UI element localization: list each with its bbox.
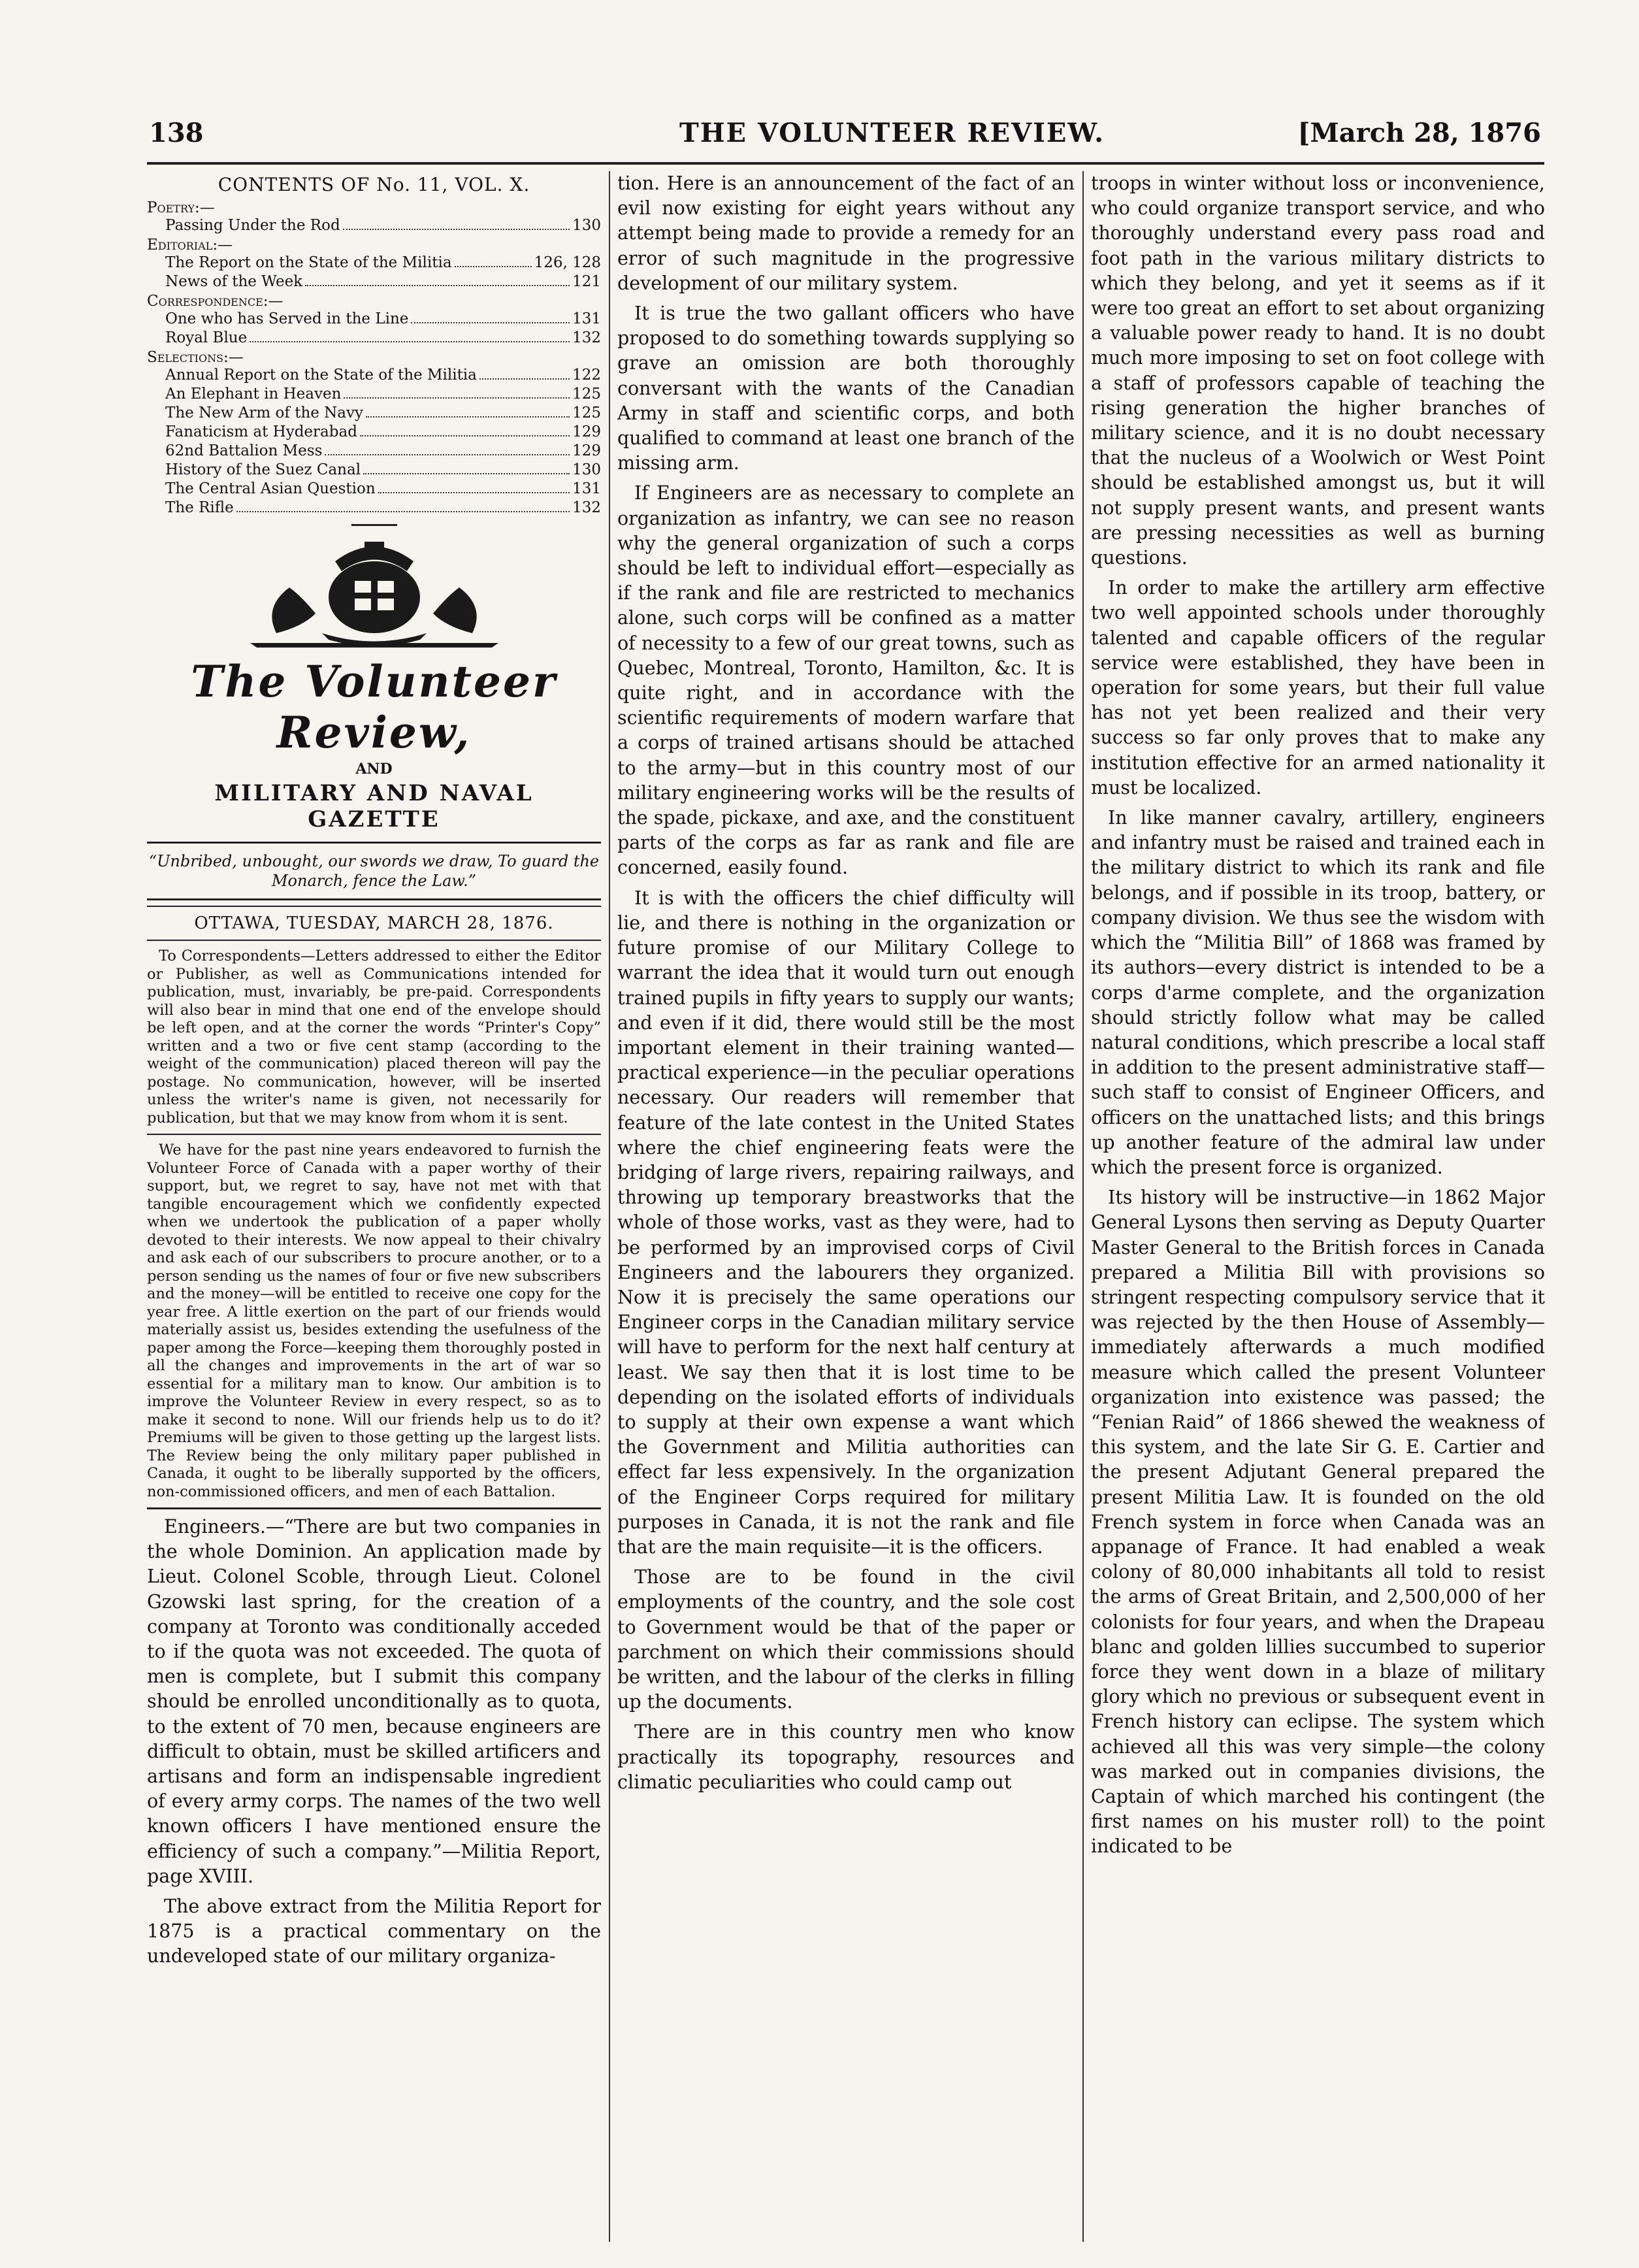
coat-of-arms-icon: [237, 535, 511, 649]
contents-leader-dots: [455, 254, 532, 267]
contents-entry-title: The Central Asian Question: [165, 480, 376, 497]
contents-entry: [147, 272, 601, 291]
contents-leader-dots: [325, 442, 570, 455]
contents-entry-page: 129: [572, 423, 601, 440]
contents-entry-title: News of the Week: [165, 273, 303, 290]
contents-leader-dots: [479, 366, 570, 380]
running-title: THE VOLUNTEER REVIEW.: [679, 118, 1105, 148]
rule: [147, 906, 601, 907]
contents-entry-page: 131: [572, 310, 601, 327]
contents-section-heading: Poetry:—: [147, 199, 215, 216]
contents-end-rule: [351, 524, 397, 526]
article-paragraph: Those are to be found in the civil employments of the country, and the sole cost to Government would be that of the paper or parchment on which their commissions should be written, and the labour of the clerks in filling up the documents.: [617, 1566, 1075, 1713]
contents-entry-page: 130: [572, 217, 601, 234]
contents-entry-page: 132: [572, 329, 601, 346]
contents-entry-page: 131: [572, 480, 601, 497]
rule: [147, 1134, 601, 1135]
masthead: [147, 535, 601, 832]
contents-entry: [147, 404, 601, 423]
contents-entry: [147, 423, 601, 442]
rule: [147, 940, 601, 941]
article-paragraph: There are in this country men who know practically its topography, resources and climatic peculiarities who could camp out: [617, 1721, 1075, 1793]
contents-leader-dots: [250, 329, 570, 342]
notice-subscribers: We have for the past nine years endeavored to furnish the Volunteer Force of Canada with a paper worthy of their support, but, we regret to say, have not met with that tangible encouragement which we confidently expected when we undertook the publication of a paper wholly devoted to their interests. We now appeal to their chivalry and ask each of our subscribers to procure another, or to a person sending us the names of four or five new subscribers and the money—will be entitled to receive one copy for the year free. A little exertion on the part of our friends would materially assist us, besides extending the usefulness of the paper among the Force—keeping them thoroughly posted in all the changes and improvements in the art of war so essential for a military man to know. Our ambition is to improve the Volunteer Review in every respect, so as to make it second to none. Will our friends help us to do it? Premiums will be given to those getting up the largest lists. The Review being the only military paper published in Canada, it ought to be liberally supported by the officers, non-commissioned officers, and men of each Battalion.: [147, 1142, 601, 1500]
notice-correspondents: To Correspondents—Letters addressed to either the Editor or Publisher, as well as Communications intended for publication, must, invariably, be pre-paid. Correspondents will also bear in mind that one end of the envelope should be left open, and at the corner the words “Printer's Copy” written and a two or five cent stamp (according to the weight of the communication) placed thereon will pay the postage. No communication, however, will be inserted unless the writer's name is given, not necessarily for publication, but that we may know from whom it is sent.: [147, 947, 601, 1126]
contents-entry-page: 130: [572, 461, 601, 478]
contents-leader-dots: [236, 499, 570, 512]
page-number: 138: [149, 118, 204, 148]
contents-entry-title: One who has Served in the Line: [165, 310, 409, 327]
article-paragraph: It is with the officers the chief difficulty will lie, and there is nothing in the organization or future promise of our Military College to warrant the idea that it would turn out enough trained pupils in fifty years to supply our wants; and even if it did, there would still be the most important element in their training wanted—practical experience—in the peculiar operations necessary. Our readers will remember that feature of the late contest in the United States where the chief engineering feats were the bridging of large rivers, repairing railways, and throwing up temporary breastworks that the whole of those works, vast as they were, had to be performed by an improvised corps of Civil Engineers and the labourers they organized. Now it is precisely the same operations our Engineer corps in the Canadian military service will have to perform for the next half century at least. We say then that it is lost time to be depending on the isolated efforts of individuals to supply at their own expense a want which the Government and Militia authorities can effect far less expensively. In the organization of the Engineer Corps required for military purposes in Canada, it is not the rank and file that are the main requisite—it is the officers.: [617, 887, 1075, 1558]
column-3: [1091, 171, 1545, 2242]
page-header: [0, 0, 1639, 163]
contents-heading: CONTENTS OF No. 11, VOL. X.: [218, 174, 530, 195]
dateline: OTTAWA, TUESDAY, MARCH 28, 1876.: [194, 913, 554, 933]
contents-leader-dots: [344, 385, 570, 399]
contents-leader-dots: [343, 216, 570, 230]
contents-leader-dots: [378, 480, 570, 493]
article-paragraph: The above extract from the Militia Report for 1875 is a practical commentary on the undeveloped state of our military organiza-: [147, 1896, 601, 1967]
contents-entry: [147, 385, 601, 404]
contents-entry: [147, 329, 601, 348]
article-paragraph: It is true the two gallant officers who have proposed to do something towards supplying so grave an omission are both thoroughly conversant with the wants of the Canadian Army in staff and scientific corps, and both qualified to command at least one branch of the missing arm.: [617, 303, 1075, 474]
column-divider: [1082, 171, 1084, 2242]
contents-entry: [147, 442, 601, 461]
contents-entry-title: The Rifle: [165, 499, 234, 516]
contents-section-heading: Selections:—: [147, 349, 244, 366]
contents-entry: [147, 366, 601, 385]
contents-list: [147, 199, 601, 518]
column-1: [147, 171, 601, 2242]
contents-entry-page: 122: [572, 367, 601, 384]
contents-entry-title: Passing Under the Rod: [165, 217, 340, 234]
contents-entry: [147, 499, 601, 518]
column-divider: [609, 171, 610, 2242]
rule: [147, 842, 601, 844]
contents-entry-title: The New Arm of the Navy: [165, 404, 364, 421]
contents-entry-title: The Report on the State of the Militia: [165, 254, 452, 271]
contents-entry-page: 126, 128: [534, 254, 601, 271]
contents-entry-title: Annual Report on the State of the Militia: [165, 367, 477, 384]
contents-entry-page: 129: [572, 442, 601, 459]
contents-entry-title: History of the Suez Canal: [165, 461, 361, 478]
article-paragraph: If Engineers are as necessary to complete an organization as infantry, we can see no reason why the general organization of such a corps should be left to individual effort—especially as if the rank and file are restricted to mechanics alone, such corps will be confined as a matter of necessity to a few of our great towns, such as Quebec, Montreal, Toronto, Hamilton, &c. It is quite right, and in accordance with the scientific requirements of modern warfare that a corps of trained artisans should be attached to the army—but in this country most of our military engineering works will be the results of the spade, pickaxe, and axe, and the constituent parts of the corps as far as rank and file are concerned, easily found.: [617, 482, 1075, 879]
running-date: [March 28, 1876: [1297, 118, 1541, 148]
contents-entry-title: An Elephant in Heaven: [165, 386, 342, 403]
contents-leader-dots: [305, 272, 570, 286]
article-paragraph: In order to make the artillery arm effective two well appointed schools under thoroughly talented and capable officers of the regular service were established, they have been in operation for some years, but their full value has not yet been realized and their very success so far only proves that to make any institution effective for an armed nationality it must be localized.: [1091, 577, 1545, 798]
column-2: [617, 171, 1075, 2242]
contents-section-heading: Correspondence:—: [147, 293, 284, 310]
contents-entry: [147, 216, 601, 235]
masthead-subtitle: MILITARY AND NAVAL GAZETTE: [214, 780, 534, 832]
masthead-motto: “Unbribed, unbought, our swords we draw, To guard the Monarch, fence the Law.”: [148, 852, 600, 890]
contents-entry-page: 132: [572, 499, 601, 516]
contents-entry-title: Fanaticism at Hyderabad: [165, 423, 357, 440]
contents-leader-dots: [411, 310, 570, 323]
contents-entry-title: Royal Blue: [165, 329, 248, 346]
contents-entry: [147, 254, 601, 272]
article-paragraph: tion. Here is an announcement of the fact of an evil now existing for eight years without any attempt being made to provide a remedy for an error of such magnitude in the progressive development of our military system.: [617, 173, 1075, 294]
contents-leader-dots: [363, 461, 570, 474]
rule: [147, 1507, 601, 1509]
contents-entry: [147, 310, 601, 329]
article-paragraph: Engineers.—“There are but two companies in the whole Dominion. An application made by Lieut. Colonel Scoble, through Lieut. Colonel Gzowski last spring, for the creation of a company at Toronto was conditionally acceded to if the quota was not exceeded. The quota of men is complete, but I submit this company should be enrolled unconditionally as to quota, to the extent of 70 men, because engineers are difficult to obtain, must be skilled artificers and artisans and form an indispensable ingredient of every army corps. The names of the two well known officers I have mentioned ensure the efficiency of such a company.”—Militia Report, page XVIII.: [147, 1516, 601, 1887]
contents-section-heading: Editorial:—: [147, 237, 233, 254]
contents-entry-page: 121: [572, 273, 601, 290]
contents-leader-dots: [366, 404, 570, 418]
contents-entry: [147, 480, 601, 499]
masthead-title: The Volunteer Review,: [191, 656, 557, 758]
contents-entry-title: 62nd Battalion Mess: [165, 442, 323, 459]
masthead-and: AND: [355, 761, 393, 778]
rule: [147, 898, 601, 900]
contents-entry: [147, 461, 601, 480]
contents-entry-page: 125: [572, 386, 601, 403]
article-paragraph: In like manner cavalry, artillery, engineers and infantry must be raised and trained each in the military district to which its rank and file belongs, and if possible in its troop, battery, or company division. We thus see the wisdom with which the “Militia Bill” of 1868 was framed by its authors—every district is intended to be a corps d'arme complete, and the organization should strictly follow what may be called natural conditions, which prescribe a local staff in addition to the present administrative staff—such staff to consist of Engineer Officers, and officers on the unattached lists; and this brings up another feature of the admiral law under which the present force is organized.: [1091, 807, 1545, 1178]
article-paragraph: Its history will be instructive—in 1862 Major General Lysons then serving as Deputy Quarter Master General to the British forces in Canada prepared a Militia Bill with provisions so stringent respecting compulsory service that it was rejected by the then House of Assembly—immediately afterwards a much modified measure which called the present Volunteer organization into existence was passed; the “Fenian Raid” of 1866 shewed the weakness of this system, and the late Sir G. E. Cartier and the present Adjutant General prepared the present Militia Law. It is founded on the old French system in force when Canada was an appanage of France. It had enabled a weak colony of 80,000 inhabitants all told to resist the arms of Great Britain, and 2,500,000 of her colonists for four years, and when the Drapeau blanc and golden lillies succumbed to superior force they went down in a blaze of military glory which no previous or subsequent event in French history can eclipse. The system which achieved all this was very simple—the colony was marked out in companies divisions, the Captain of which marched his contingent (the first names on his muster roll) to the point indicated to be: [1091, 1187, 1545, 1858]
article-paragraph: troops in winter without loss or inconvenience, who could organize transport service, and who thoroughly understand every pass road and foot path in the various military districts to which they belong, and yet it seems as if it were too great an effort to set about organizing a valuable power ready to hand. It is no doubt much more imposing to set on foot college with a staff of professors capable of teaching the rising generation the higher branches of military science, and it is no doubt necessary that the nucleus of a Woolwich or West Point should be established amongst us, but it will not supply present wants, and present wants are pressing necessities as well as burning questions.: [1091, 173, 1545, 569]
contents-leader-dots: [360, 423, 570, 436]
contents-entry-page: 125: [572, 404, 601, 421]
header-rule: [147, 162, 1544, 165]
